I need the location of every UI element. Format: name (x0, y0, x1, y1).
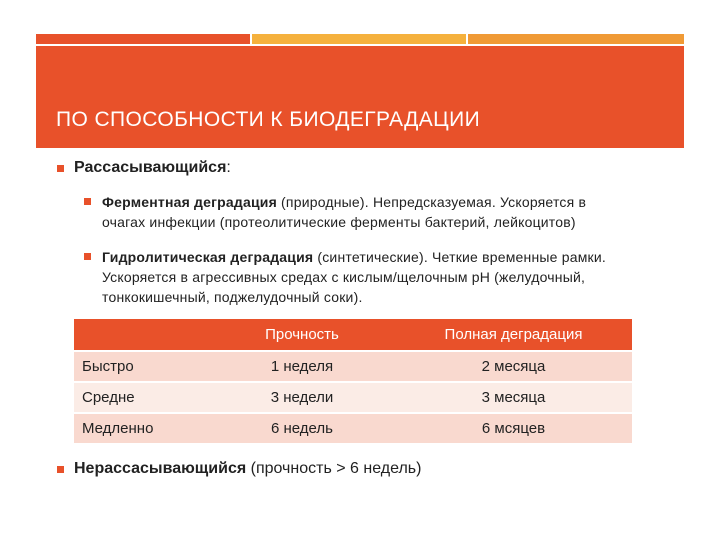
table-cell: 6 недель (209, 413, 395, 443)
table-cell: 1 неделя (209, 351, 395, 382)
table-header-full-degradation: Полная деградация (395, 319, 632, 351)
table-cell: Быстро (74, 351, 209, 382)
table-header-row (74, 319, 632, 351)
bullet-hydrolytic-bold: Гидролитическая деградация (102, 249, 314, 265)
bullet-nonresorbable-bold: Нерассасывающийся (74, 460, 247, 477)
table-row (74, 351, 632, 382)
bullet-icon (57, 165, 64, 172)
bullet-resorbable (74, 159, 231, 177)
table-header-strength: Прочность (209, 319, 395, 351)
bullet-icon (84, 253, 91, 260)
accent-bar-red (36, 34, 250, 44)
bullet-nonresorbable (74, 460, 421, 478)
accent-bar-yellow (252, 34, 466, 44)
table-row (74, 413, 632, 443)
table-cell: 6 мсяцев (395, 413, 632, 443)
top-accent-bars (36, 34, 684, 44)
bullet-hydrolytic-line1: (синтетические). Четкие временные рамки. (313, 249, 606, 265)
slide-title: ПО СПОСОБНОСТИ К БИОДЕГРАДАЦИИ (56, 108, 481, 131)
bullet-icon (57, 466, 64, 473)
table-cell: 3 недели (209, 382, 395, 413)
bullet-enzymatic-bold: Ферментная деградация (102, 194, 277, 210)
bullet-resorbable-bold: Рассасывающийся (74, 159, 227, 176)
degradation-table (74, 319, 632, 443)
table-cell: 2 месяца (395, 351, 632, 382)
accent-bar-orange (468, 34, 684, 44)
table-cell: Средне (74, 382, 209, 413)
table-row (74, 382, 632, 413)
bullet-hydrolytic-line3: тонкокишечный, поджелудочный соки). (102, 289, 363, 305)
bullet-hydrolytic-line2: Ускоряется в агрессивных средах с кислым/щелочным рН (желудочный, (102, 269, 586, 285)
bullet-enzymatic-line2: очагах инфекции (протеолитические ферменты бактерий, лейкоцитов) (102, 214, 576, 230)
bullet-icon (84, 198, 91, 205)
table-header-empty (74, 319, 209, 351)
title-band (36, 46, 684, 148)
bullet-enzymatic-line1: (природные). Непредсказуемая. Ускоряется в (276, 194, 587, 210)
bullet-hydrolytic (102, 247, 606, 307)
table-cell: 3 месяца (395, 382, 632, 413)
bullet-nonresorbable-rest: (прочность > 6 недель) (246, 460, 422, 477)
table-cell: Медленно (74, 413, 209, 443)
bullet-enzymatic (102, 192, 586, 232)
bullet-resorbable-rest: : (226, 159, 231, 176)
